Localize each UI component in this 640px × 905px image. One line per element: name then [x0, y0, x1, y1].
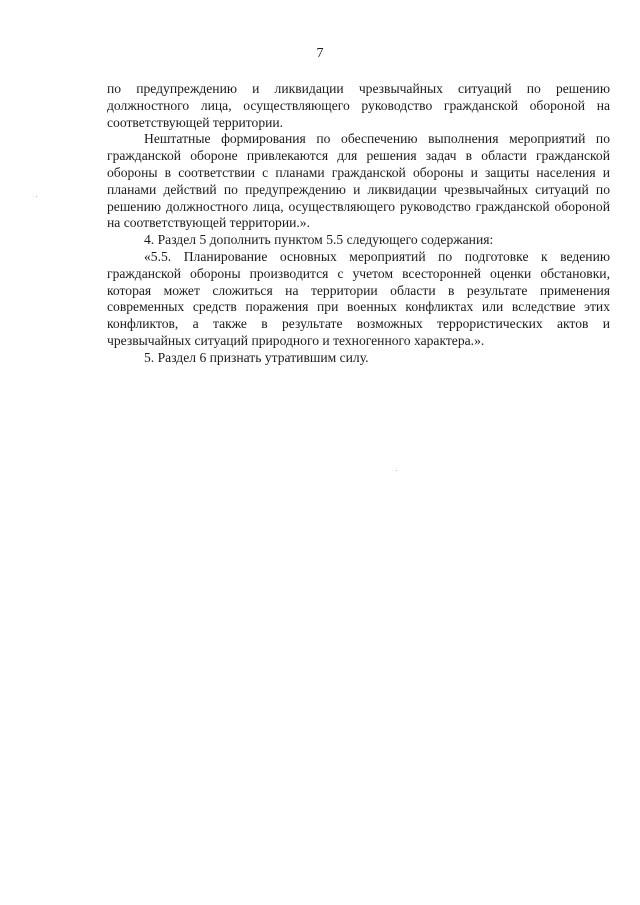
- paragraph-nonstaff-formations: Нештатные формирования по обеспечению выполнения мероприятий по гражданской обороне привлекаются для решения задач в области гражданской обороны в соответствии с планами гражданской обороны и защиты населения и планами действий по предупреждению и ликвидации чрезвычайных ситуаций по решению должностного лица, осуществляющего руководство гражданской обороной на соответствующей территории.».: [107, 131, 610, 231]
- paragraph-continuation: по предупреждению и ликвидации чрезвычайных ситуаций по решению должностного лица, осуществляющего руководство гражданской обороной на соответствующей территории.: [107, 81, 610, 130]
- scan-speck: [396, 470, 397, 471]
- paragraph-item-4: 4. Раздел 5 дополнить пунктом 5.5 следующего содержания:: [144, 232, 494, 248]
- paragraph-item-5-5-quote: «5.5. Планирование основных мероприятий по подготовке к ведению гражданской обороны производится с учетом всесторонней оценки обстановки, которая может сложиться на территории области в результате применения современных средств поражения при военных конфликтах или вследствие этих конфликтов, а также в результате возможных террористических актов и чрезвычайных ситуаций природного и техногенного характера.».: [107, 248, 610, 348]
- document-body: [107, 81, 610, 367]
- scan-speck: [36, 196, 37, 197]
- paragraph-item-5: 5. Раздел 6 признать утратившим силу.: [144, 349, 369, 365]
- page-number: 7: [316, 46, 324, 61]
